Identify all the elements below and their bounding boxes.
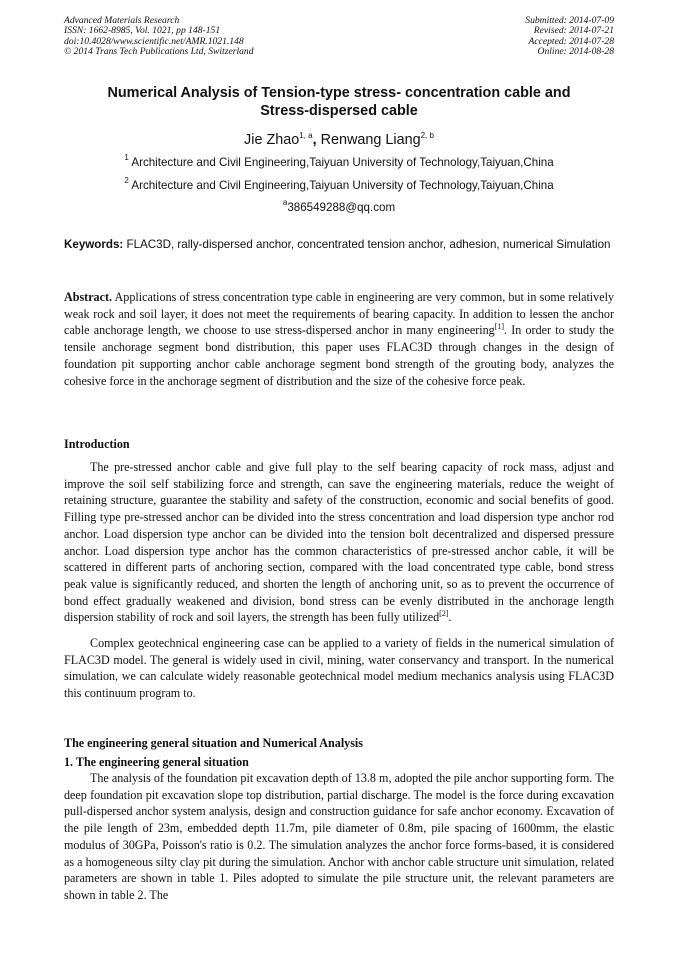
title-line-2: Stress-dispersed cable [260, 103, 418, 119]
author-email [64, 198, 614, 215]
affiliation-2 [64, 176, 614, 193]
journal-name: Advanced Materials Research [64, 15, 180, 26]
journal-copyright: © 2014 Trans Tech Publications Ltd, Switzerland [64, 46, 254, 58]
abstract-citation: [1] [494, 322, 505, 332]
intro-p1-text: The pre-stressed anchor cable and give full play to the self bearing capacity of rock mass, adjust and improve the soil self stabilizing force and strength, can save the engineering materials, reduce the weight of retaining structure, guarantee the stability and safety of the construction, economic and social benefits of good. Filling type pre-stressed anchor can be divided into the stress concentration and load dispersion type anchor rod anchor. Load dispersion type anchor can be divided into the tension bolt decentralized and dispersed pressure anchor. Load dispersion type anchor has the common characteristics of pre-stressed anchor cable, it will be scattered in different parts of anchoring section, compared with the load concentrated type cable, bond stress peak value is significantly reduced, and shorten the length of anchoring unit, so as to prevent the occurrence of bond effect gradually weakened and division, bond stress can be evenly distributed in the anchorage length dispersion stability of rock and soil layers, the strength has been fully utilized [64, 460, 614, 625]
abstract [64, 289, 614, 389]
author-2-affil-mark: 2, b [420, 131, 434, 140]
author-list [64, 131, 614, 149]
date-submitted: Submitted: 2014-07-09 [525, 15, 614, 26]
email-mark: a [282, 198, 288, 207]
introduction-heading: Introduction [64, 437, 130, 451]
affiliation-2-text: Architecture and Civil Engineering,Taiyuan University of Technology,Taiyuan,China [128, 179, 554, 192]
journal-info [64, 16, 254, 58]
introduction-paragraph-2: Complex geotechnical engineering case can be applied to a variety of fields in the numerical simulation of FLAC3D model. The general is widely used in civil, mining, water conservancy and transport. In the numerical simulation, we can calculate widely reasonable geotechnical model medium mechanics analysis using FLAC3D this continuum program to. [64, 636, 614, 701]
section-heading: The engineering general situation and Numerical Analysis [64, 736, 363, 750]
paper-title [64, 84, 614, 120]
abstract-text-1: Applications of stress concentration type cable in engineering are very common, but in some relatively weak rock and soil layer, it does not meet the requirements of bearing capacity. In addition to lessen the anchor cable anchorage length, we choose to use stress-dispersed anchor in many engineering [64, 290, 614, 338]
author-2-name: Renwang Liang [316, 132, 421, 148]
affiliation-2-mark: 2 [124, 176, 129, 185]
subsection-heading: 1. The engineering general situation [64, 755, 249, 769]
date-online: Online: 2014-08-28 [537, 46, 614, 58]
affiliation-1-mark: 1 [124, 153, 129, 162]
intro-p1-end: . [448, 610, 452, 625]
journal-doi: doi:10.4028/www.scientific.net/AMR.1021.148 [64, 35, 244, 47]
date-accepted: Accepted: 2014-07-28 [528, 35, 614, 47]
date-revised: Revised: 2014-07-21 [533, 25, 614, 37]
keywords-label: Keywords: [64, 238, 124, 251]
intro-p1-citation: [2] [439, 609, 449, 619]
introduction-paragraph-1 [64, 459, 614, 626]
title-line-1: Numerical Analysis of Tension-type stress- concentration cable and [107, 85, 571, 101]
author-1-name: Jie Zhao [244, 132, 300, 148]
affiliation-1 [64, 153, 614, 170]
author-separator: , [312, 132, 317, 148]
abstract-label: Abstract. [64, 290, 113, 304]
submission-dates [525, 16, 614, 58]
keywords-text: FLAC3D, rally-dispersed anchor, concentrated tension anchor, adhesion, numerical Simulation [123, 238, 611, 251]
email-address: 386549288@qq.com [287, 201, 396, 214]
abstract-text-2: . In order to study the tensile anchorage segment bond distribution, this paper uses FLAC3D through changes in the design of foundation pit supporting anchor cable anchorage segment bond strength of the grouting body, analyzes the cohesive force in the anchorage segment of distribution and the size of the cohesive force peak. [64, 323, 615, 388]
section-paragraph-1: The analysis of the foundation pit excavation depth of 13.8 m, adopted the pile anchor supporting form. The deep foundation pit excavation slope top distribution, partial discharge. The model is the force during excavation pull-dispersed anchor system analysis, design and construction guidance for safe anchor economy. Excavation of the pile length of 23m, embedded depth 11.7m, pile diameter of 0.8m, pile spacing of 1600mm, the elastic modulus of 30GPa, Poisson's ratio is 0.2. The simulation analyzes the anchor force forms-based, it is considered as a homogeneous silty clay pit during the simulation. Anchor with anchor cable structure unit simulation, related parameters are shown in table 1. Piles adopted to simulate the pile structure unit, the relevant parameters are shown in table 2. The [64, 771, 614, 902]
keywords [64, 237, 614, 252]
author-1-affil-mark: 1, a [299, 131, 313, 140]
affiliation-1-text: Architecture and Civil Engineering,Taiyuan University of Technology,Taiyuan,China [128, 156, 554, 169]
journal-issn: ISSN: 1662-8985, Vol. 1021, pp 148-151 [64, 25, 221, 37]
